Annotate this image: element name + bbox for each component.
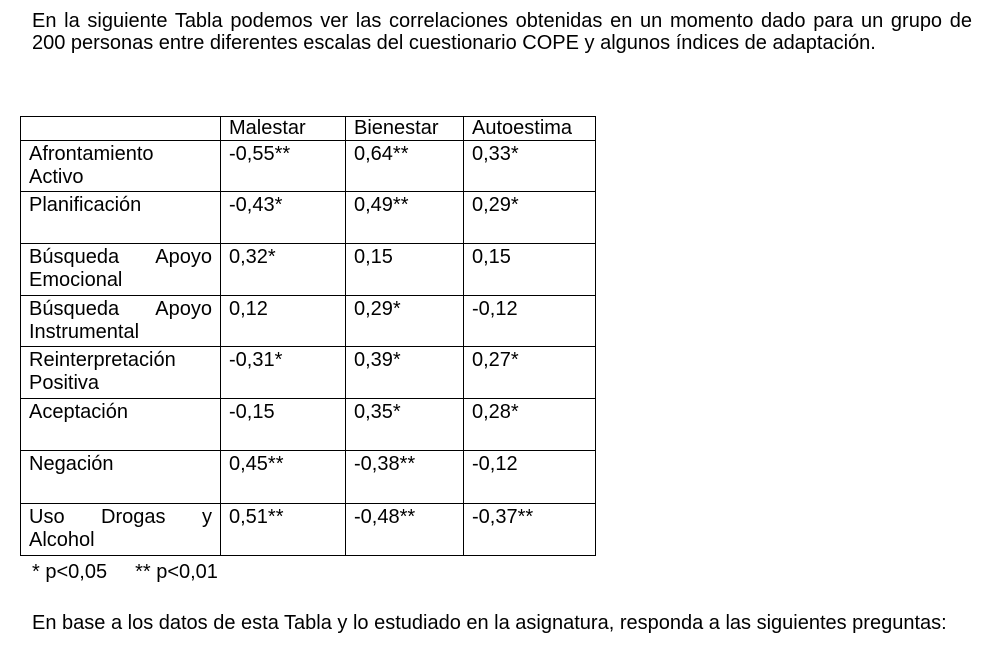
table-cell: -0,12 [464,451,596,504]
table-cell: -0,43* [221,192,346,244]
table-row [21,141,596,192]
header-cell-autoestima: Autoestima [464,117,596,141]
footnote-p01: ** p<0,01 [135,561,218,583]
header-cell-empty [21,117,221,141]
table-cell: 0,29* [464,192,596,244]
table-cell: 0,45** [221,451,346,504]
row-label: Búsqueda Apoyo Instrumental [21,296,221,347]
table-cell: -0,55** [221,141,346,192]
row-label: Aceptación [21,399,221,451]
header-cell-bienestar: Bienestar [346,117,464,141]
table-row [21,504,596,556]
table-cell: -0,37** [464,504,596,556]
table-row [21,296,596,347]
table-cell: 0,33* [464,141,596,192]
table-cell: -0,15 [221,399,346,451]
intro-paragraph: En la siguiente Tabla podemos ver las correlaciones obtenidas en un momento dado para un grupo de 200 personas entre diferentes escalas del cuestionario COPE y algunos índices de adaptación. [32,10,972,54]
outro-paragraph: En base a los datos de esta Tabla y lo estudiado en la asignatura, responda a las siguientes preguntas: [32,612,947,634]
table-cell: 0,15 [464,244,596,296]
row-label: Planificación [21,192,221,244]
table-cell: 0,27* [464,347,596,399]
table-cell: 0,35* [346,399,464,451]
table-cell: 0,12 [221,296,346,347]
correlation-table [20,116,596,556]
table-row [21,347,596,399]
row-label: Afrontamiento Activo [21,141,221,192]
table-cell: -0,48** [346,504,464,556]
table-header-row [21,117,596,141]
table-row [21,244,596,296]
table-cell: 0,29* [346,296,464,347]
row-label: Reinterpretación Positiva [21,347,221,399]
table-cell: 0,64** [346,141,464,192]
table-cell: -0,31* [221,347,346,399]
row-label: Negación [21,451,221,504]
header-cell-malestar: Malestar [221,117,346,141]
table-row [21,192,596,244]
table-cell: 0,28* [464,399,596,451]
table-row [21,451,596,504]
table-cell: 0,32* [221,244,346,296]
row-label: Búsqueda Apoyo Emocional [21,244,221,296]
table-cell: 0,49** [346,192,464,244]
row-label: Uso Drogas y Alcohol [21,504,221,556]
footnote-p05: * p<0,05 [32,561,108,583]
table-cell: -0,38** [346,451,464,504]
table-cell: 0,39* [346,347,464,399]
table-cell: 0,15 [346,244,464,296]
table-cell: 0,51** [221,504,346,556]
table-cell: -0,12 [464,296,596,347]
table-footnote [32,561,218,583]
table-row [21,399,596,451]
